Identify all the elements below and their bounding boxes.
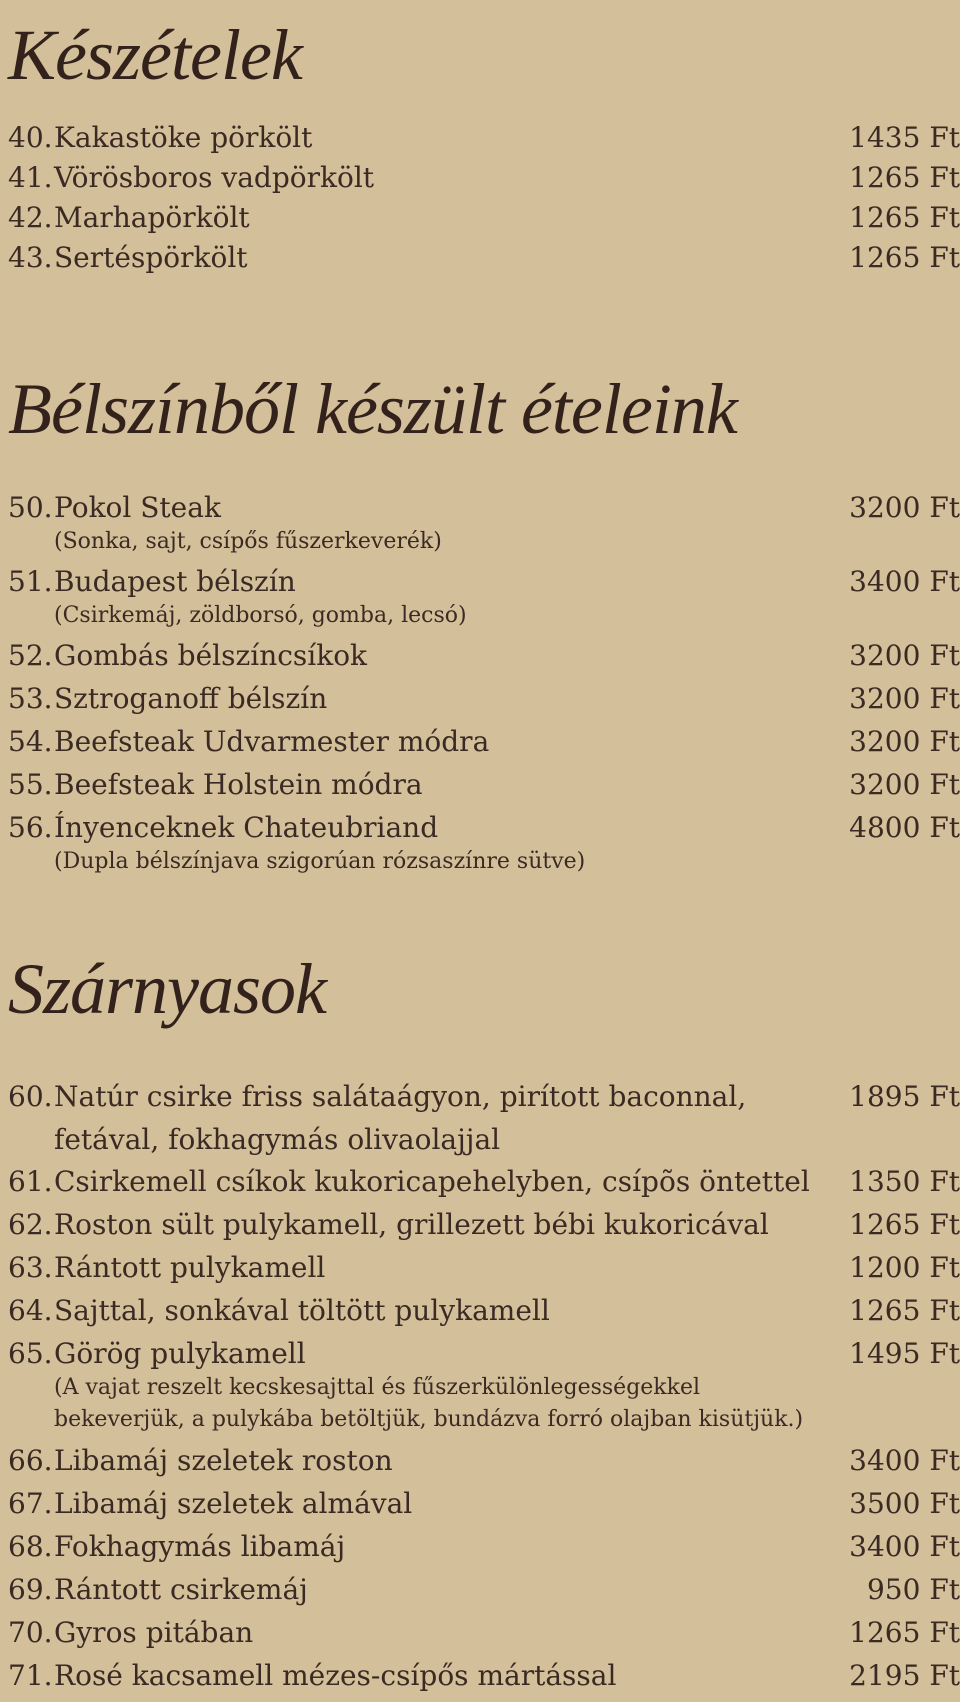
item-price: 3200 Ft: [849, 725, 960, 758]
menu-item: [8, 1616, 960, 1659]
item-price: 1265 Ft: [849, 1616, 960, 1649]
menu-list-szarnyasok: [8, 1080, 960, 1702]
item-price: 3500 Ft: [849, 1487, 960, 1520]
item-price: 3400 Ft: [849, 1444, 960, 1477]
item-price: 1265 Ft: [849, 201, 960, 234]
section-title-belszin: Bélszínből készült ételeink: [8, 369, 737, 449]
item-number: 69.: [8, 1573, 53, 1606]
item-note: [8, 603, 960, 639]
item-number: 55.: [8, 768, 53, 801]
item-name: Csirkemell csíkok kukoricapehelyben, csípõs öntettel: [54, 1165, 810, 1198]
menu-item: [8, 491, 960, 529]
menu-item: [8, 161, 960, 201]
item-name: Sztroganoff bélszín: [54, 682, 328, 715]
menu-item: [8, 1573, 960, 1616]
item-number: 52.: [8, 639, 53, 672]
item-note-text: (Csirkemáj, zöldborsó, gomba, lecsó): [54, 603, 467, 628]
item-name-continued-text: fetával, fokhagymás olivaolajjal: [54, 1123, 501, 1156]
item-price: 1435 Ft: [849, 121, 960, 154]
menu-item: [8, 1080, 960, 1123]
item-number: 68.: [8, 1530, 53, 1563]
item-price: 1895 Ft: [849, 1080, 960, 1113]
item-number: 65.: [8, 1337, 53, 1370]
menu-item: [8, 1337, 960, 1375]
item-number: 61.: [8, 1165, 53, 1198]
item-name: Gyros pitában: [54, 1616, 254, 1649]
menu-list-keszetelek: [8, 121, 960, 281]
item-number: 43.: [8, 241, 53, 274]
item-name: Marhapörkölt: [54, 201, 250, 234]
menu-item: [8, 1487, 960, 1530]
item-note-text: bekeverjük, a pulykába betöltjük, bundázva forró olajban kisütjük.): [54, 1407, 804, 1432]
item-number: 60.: [8, 1080, 53, 1113]
menu-item: [8, 682, 960, 725]
menu-item: [8, 725, 960, 768]
item-price: 1350 Ft: [849, 1165, 960, 1198]
section-title-keszetelek: Készételek: [8, 15, 302, 95]
item-number: 42.: [8, 201, 53, 234]
item-name: Natúr csirke friss salátaágyon, pirított baconnal,: [54, 1080, 747, 1113]
item-price: 3400 Ft: [849, 565, 960, 598]
item-price: 3200 Ft: [849, 491, 960, 524]
menu-item: [8, 201, 960, 241]
menu-item: [8, 1208, 960, 1251]
item-note: [8, 1407, 960, 1444]
menu-item: [8, 639, 960, 682]
item-note-text: (Sonka, sajt, csípős fűszerkeverék): [54, 529, 442, 554]
item-name: Vörösboros vadpörkölt: [54, 161, 375, 194]
item-name-continued: [8, 1123, 960, 1165]
item-price: 3200 Ft: [849, 768, 960, 801]
item-number: 63.: [8, 1251, 53, 1284]
item-name: Kakastöke pörkölt: [54, 121, 313, 154]
item-number: 71.: [8, 1659, 53, 1692]
item-price: 1265 Ft: [849, 1208, 960, 1241]
item-name: Gombás bélszíncsíkok: [54, 639, 368, 672]
item-name: Beefsteak Holstein módra: [54, 768, 423, 801]
menu-item: [8, 1165, 960, 1208]
item-number: 66.: [8, 1444, 53, 1477]
item-price: 3400 Ft: [849, 1530, 960, 1563]
menu-item: [8, 811, 960, 849]
item-number: 53.: [8, 682, 53, 715]
item-price: 1495 Ft: [849, 1337, 960, 1370]
item-name: Roston sült pulykamell, grillezett bébi kukoricával: [54, 1208, 769, 1241]
item-name: Beefsteak Udvarmester módra: [54, 725, 490, 758]
menu-item: [8, 1444, 960, 1487]
item-price: 1200 Ft: [849, 1251, 960, 1284]
menu-item: [8, 121, 960, 161]
menu-item: [8, 1659, 960, 1702]
item-note: [8, 1375, 960, 1407]
item-name: Rántott csirkemáj: [54, 1573, 308, 1606]
item-name: Ínyenceknek Chateubriand: [54, 811, 439, 844]
item-price: 2195 Ft: [849, 1659, 960, 1692]
item-name: Sertéspörkölt: [54, 241, 248, 274]
item-number: 64.: [8, 1294, 53, 1327]
item-number: 40.: [8, 121, 53, 154]
item-price: 1265 Ft: [849, 241, 960, 274]
item-name: Libamáj szeletek almával: [54, 1487, 413, 1520]
menu-item: [8, 565, 960, 603]
item-note-text: (Dupla bélszínjava szigorúan rózsaszínre sütve): [54, 849, 586, 874]
item-number: 62.: [8, 1208, 53, 1241]
item-number: 51.: [8, 565, 53, 598]
menu-list-belszin: [8, 491, 960, 885]
item-name: Görög pulykamell: [54, 1337, 306, 1370]
item-name: Fokhagymás libamáj: [54, 1530, 346, 1563]
item-note: [8, 849, 960, 885]
item-price: 1265 Ft: [849, 161, 960, 194]
menu-item: [8, 768, 960, 811]
item-number: 50.: [8, 491, 53, 524]
menu-item: [8, 1294, 960, 1337]
item-name: Libamáj szeletek roston: [54, 1444, 393, 1477]
item-name: Rosé kacsamell mézes-csípős mártással: [54, 1659, 617, 1692]
item-name: Rántott pulykamell: [54, 1251, 326, 1284]
item-price: 950 Ft: [866, 1573, 960, 1606]
item-name: Sajttal, sonkával töltött pulykamell: [54, 1294, 550, 1327]
menu-item: [8, 241, 960, 281]
item-number: 70.: [8, 1616, 53, 1649]
item-price: 4800 Ft: [849, 811, 960, 844]
item-number: 56.: [8, 811, 53, 844]
item-number: 41.: [8, 161, 53, 194]
section-title-szarnyasok: Szárnyasok: [8, 949, 326, 1029]
item-number: 67.: [8, 1487, 53, 1520]
item-note-text: (A vajat reszelt kecskesajttal és fűszerkülönlegességekkel: [54, 1375, 701, 1400]
item-price: 3200 Ft: [849, 639, 960, 672]
menu-item: [8, 1251, 960, 1294]
item-price: 1265 Ft: [849, 1294, 960, 1327]
item-name: Pokol Steak: [54, 491, 221, 524]
item-price: 3200 Ft: [849, 682, 960, 715]
item-note: [8, 529, 960, 565]
item-number: 54.: [8, 725, 53, 758]
menu-item: [8, 1530, 960, 1573]
item-name: Budapest bélszín: [54, 565, 296, 598]
